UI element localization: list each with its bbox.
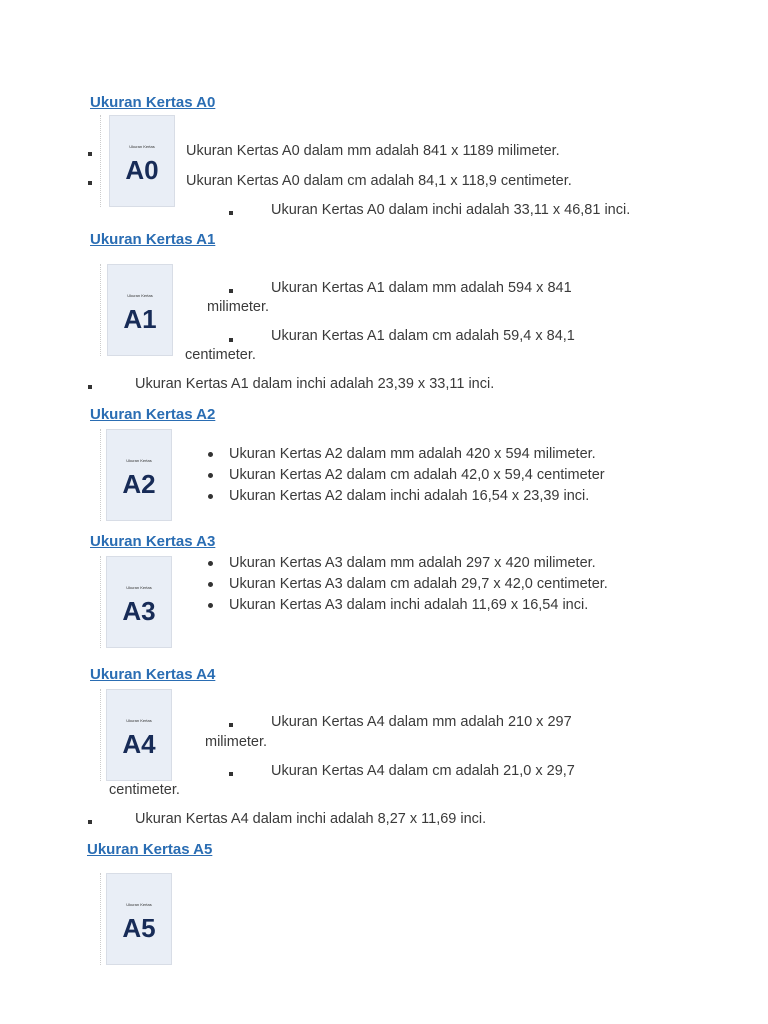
list-item-cont: milimeter. bbox=[207, 299, 270, 315]
list-item: Ukuran Kertas A1 dalam mm adalah 594 x 841 bbox=[271, 280, 572, 296]
paper-label: Ukuran Kertas bbox=[127, 293, 153, 298]
list-item: Ukuran Kertas A2 dalam cm adalah 42,0 x 59,4 centimeter bbox=[229, 467, 605, 483]
bullet-icon bbox=[229, 772, 233, 776]
paper-label: Ukuran Kertas bbox=[126, 718, 152, 723]
heading-a5-link[interactable]: Ukuran Kertas A5 bbox=[87, 841, 213, 858]
heading-a4-link[interactable]: Ukuran Kertas A4 bbox=[90, 666, 216, 683]
list-item-cont: centimeter. bbox=[109, 782, 180, 798]
paper-size: A4 bbox=[122, 729, 156, 759]
list-item-cont: centimeter. bbox=[185, 347, 256, 363]
paper-size: A3 bbox=[122, 596, 156, 626]
list-item: Ukuran Kertas A4 dalam mm adalah 210 x 297 bbox=[271, 714, 572, 730]
list-item: Ukuran Kertas A2 dalam inchi adalah 16,54 x 23,39 inci. bbox=[229, 488, 590, 504]
paper-size: A1 bbox=[123, 304, 157, 334]
bullet-icon bbox=[208, 494, 213, 499]
bullet-icon bbox=[88, 820, 92, 824]
paper-a5-image bbox=[106, 873, 172, 965]
bullet-icon bbox=[229, 338, 233, 342]
list-item: Ukuran Kertas A4 dalam inchi adalah 8,27 x 11,69 inci. bbox=[135, 811, 487, 827]
heading-a2-link[interactable]: Ukuran Kertas A2 bbox=[90, 406, 216, 423]
heading-a3-link[interactable]: Ukuran Kertas A3 bbox=[90, 533, 216, 550]
paper-size: A0 bbox=[125, 155, 159, 185]
paper-label: Ukuran Kertas bbox=[126, 458, 152, 463]
bullet-icon bbox=[88, 385, 92, 389]
paper-label: Ukuran Kertas bbox=[129, 144, 155, 149]
list-item: Ukuran Kertas A3 dalam mm adalah 297 x 420 milimeter. bbox=[229, 555, 596, 571]
list-item: Ukuran Kertas A4 dalam cm adalah 21,0 x 29,7 bbox=[271, 763, 575, 779]
paper-label: Ukuran Kertas bbox=[126, 902, 152, 907]
paper-a0-image bbox=[109, 115, 175, 207]
bullet-icon bbox=[208, 582, 213, 587]
bullet-icon bbox=[208, 603, 213, 608]
ruler bbox=[100, 873, 102, 965]
paper-a3-image bbox=[106, 556, 172, 648]
bullet-icon bbox=[208, 452, 213, 457]
list-item: Ukuran Kertas A3 dalam cm adalah 29,7 x 42,0 centimeter. bbox=[229, 576, 608, 592]
heading-a1-link[interactable]: Ukuran Kertas A1 bbox=[90, 231, 216, 248]
list-item-cont: milimeter. bbox=[205, 734, 268, 750]
ruler bbox=[100, 429, 102, 521]
list-item: Ukuran Kertas A0 dalam mm adalah 841 x 1189 milimeter. bbox=[186, 143, 560, 159]
list-item: Ukuran Kertas A2 dalam mm adalah 420 x 594 milimeter. bbox=[229, 446, 596, 462]
paper-a4-image bbox=[106, 689, 172, 781]
paper-a2-image bbox=[106, 429, 172, 521]
paper-size: A5 bbox=[122, 913, 156, 943]
ruler bbox=[100, 115, 102, 207]
list-item: Ukuran Kertas A1 dalam cm adalah 59,4 x 84,1 bbox=[271, 328, 575, 344]
list-item: Ukuran Kertas A0 dalam cm adalah 84,1 x 118,9 centimeter. bbox=[186, 173, 572, 189]
list-item: Ukuran Kertas A1 dalam inchi adalah 23,39 x 33,11 inci. bbox=[135, 376, 495, 392]
paper-a1-image bbox=[107, 264, 173, 356]
ruler bbox=[100, 556, 102, 648]
bullet-icon bbox=[229, 723, 233, 727]
list-item: Ukuran Kertas A3 dalam inchi adalah 11,69 x 16,54 inci. bbox=[229, 597, 589, 613]
bullet-icon bbox=[208, 561, 213, 566]
heading-a0-link[interactable]: Ukuran Kertas A0 bbox=[90, 94, 216, 111]
bullet-icon bbox=[88, 181, 92, 185]
ruler bbox=[100, 689, 102, 781]
bullet-icon bbox=[88, 152, 92, 156]
bullet-icon bbox=[208, 473, 213, 478]
bullet-icon bbox=[229, 211, 233, 215]
ruler bbox=[100, 264, 102, 356]
list-item: Ukuran Kertas A0 dalam inchi adalah 33,11 x 46,81 inci. bbox=[271, 202, 631, 218]
paper-label: Ukuran Kertas bbox=[126, 585, 152, 590]
bullet-icon bbox=[229, 289, 233, 293]
paper-size: A2 bbox=[122, 469, 156, 499]
